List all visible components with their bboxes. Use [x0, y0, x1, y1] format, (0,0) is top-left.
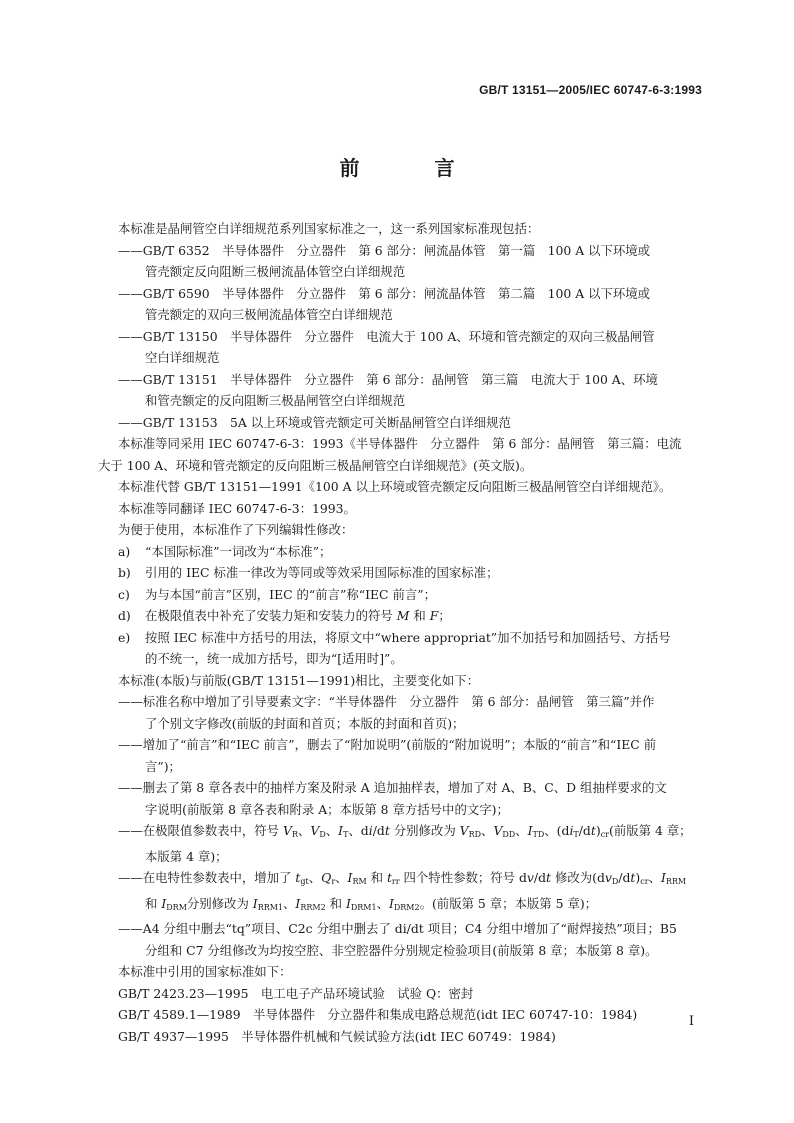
- list-item: ——在极限值参数表中，符号 $V_R$、$V_D$、$I_T$、di/dt 分别修改为 $V_{RD}$、$V_{DD}$、$I_{TD}$、$(di_T/dt)_{cr}$(前版第 4 章；: [118, 823, 692, 839]
- list-item-continuation: 空白详细规范: [145, 350, 220, 365]
- paragraph: 为便于使用，本标准作了下列编辑性修改：: [118, 522, 354, 537]
- paragraph: 本标准中引用的国家标准如下：: [118, 964, 292, 979]
- list-item: ——删去了第 8 章各表中的抽样方案及附录 A 追加抽样表，增加了对 A、B、C、D 组抽样要求的文: [118, 780, 667, 795]
- list-item: [118, 627, 704, 649]
- standard-number-header: GB/T 13151—2005/IEC 60747-6-3:1993: [479, 83, 702, 97]
- paragraph: 本标准代替 GB/T 13151—1991《100 A 以上环境或管壳额定反向阻断三极晶闸管空白详细规范》。: [118, 479, 672, 494]
- page-number: I: [688, 1014, 694, 1029]
- list-item-continuation: 和 $I_{DRM}$分别修改为 $I_{RRM1}$、$I_{RRM2}$ 和 $I_{DRM1}$、$I_{DRM2}$。(前版第 5 章；本版第 5 章)；: [145, 895, 598, 912]
- item-marker: b): [118, 565, 131, 580]
- item-marker: a): [118, 543, 131, 559]
- item-marker: c): [118, 586, 130, 602]
- list-item-continuation: 和管壳额定的反向阻断三极晶闸管空白详细规范: [145, 393, 406, 408]
- item-text: 引用的 IEC 标准一律改为等同或等效采用国际标准的国家标准；: [145, 565, 499, 580]
- list-item: ——GB/T 6352 半导体器件 分立器件 第 6 部分：闸流晶体管 第一篇 100 A 以下环境或: [118, 242, 651, 258]
- list-item-continuation: 字说明(前版第 8 章各表和附录 A；本版第 8 章方括号中的文字)；: [145, 801, 509, 817]
- list-item: [118, 562, 704, 584]
- list-item: ——增加了“前言”和“IEC 前言”，删去了“附加说明”(前版的“附加说明”；本版的“前言”和“IEC 前: [118, 737, 657, 752]
- list-item-continuation: 本版第 4 章)；: [145, 848, 228, 864]
- paragraph: 本标准等同采用 IEC 60747-6-3：1993《半导体器件 分立器件 第 6 部分：晶闸管 第三篇：电流: [118, 436, 682, 451]
- list-item: ——A4 分组中删去“tq”项目、C2c 分组中删去了 di/dt 项目；C4 分组中增加了“耐焊接热”项目；B5: [118, 921, 677, 936]
- list-item-continuation: 分组和 C7 分组修改为均按空腔、非空腔器件分别规定检验项目(前版第 8 章；本版第 8 章)。: [145, 942, 658, 958]
- reference-entry: GB/T 4589.1—1989 半导体器件 分立器件和集成电路总规范(idt IEC 60747-10：1984): [118, 1007, 638, 1022]
- list-item: ——GB/T 6590 半导体器件 分立器件 第 6 部分：闸流晶体管 第二篇 100 A 以下环境或: [118, 285, 651, 301]
- list-item: ——GB/T 13153 5A 以上环境或管壳额定可关断晶闸管空白详细规范: [118, 414, 511, 430]
- foreword-body: [98, 218, 704, 1047]
- reference-entry: GB/T 4937—1995 半导体器件机械和气候试验方法(idt IEC 60749：1984): [118, 1028, 556, 1044]
- list-item-continuation: 了个别文字修改(前版的封面和首页；本版的封面和首页)；: [145, 715, 465, 731]
- item-text: 按照 IEC 标准中方括号的用法，将原文中“where appropriat”加不加括号和加圆括号、方括号: [145, 629, 671, 645]
- list-item-continuation: 管壳额定反向阻断三极闸流晶体管空白详细规范: [145, 264, 406, 279]
- item-text: “本国际标准”一词改为“本标准”；: [145, 543, 332, 559]
- page-title: 前 言: [339, 156, 489, 180]
- item-text: 在极限值表中补充了安装力矩和安装力的符号: [145, 608, 397, 623]
- list-item-continuation: 言”)；: [145, 758, 181, 774]
- paragraph: 本标准等同翻译 IEC 60747-6-3：1993。: [118, 500, 356, 516]
- item-marker: d): [118, 608, 131, 623]
- list-item: [118, 584, 704, 606]
- item-text: 为与本国“前言”区别，IEC 的“前言”称“IEC 前言”；: [145, 586, 436, 602]
- list-item: [118, 541, 704, 563]
- list-item: ——GB/T 13151 半导体器件 分立器件 第 6 部分：晶闸管 第三篇 电流大于 100 A、环境: [118, 371, 658, 387]
- list-item: ——GB/T 13150 半导体器件 分立器件 电流大于 100 A、环境和管壳额定的双向三极晶闸管: [118, 328, 655, 344]
- list-item-continuation: 的不统一，统一成加方括号，即为“[适用时]”。: [145, 651, 403, 666]
- list-item: ——在电特性参数表中，增加了 $t_{gt}$、$Q_r$、$I_{RM}$ 和 $t_{rr}$ 四个特性参数；符号 dv/dt 修改为$(dv_D/dt)_{cr}$、$I_{RRM}$: [118, 870, 687, 886]
- list-item: d) 在极限值表中补充了安装力矩和安装力的符号 M 和 F；: [118, 605, 704, 627]
- list-item: ——标准名称中增加了引导要素文字：“半导体器件 分立器件 第 6 部分：晶闸管 第三篇”并作: [118, 694, 655, 709]
- reference-entry: GB/T 2423.23—1995 电工电子产品环境试验 试验 Q：密封: [118, 985, 474, 1001]
- paragraph: 本标准是晶闸管空白详细规范系列国家标准之一，这一系列国家标准现包括：: [118, 221, 540, 236]
- list-item-continuation: 管壳额定的双向三极闸流晶体管空白详细规范: [145, 307, 393, 322]
- item-marker: e): [118, 629, 131, 645]
- paragraph-continuation: 大于 100 A、环境和管壳额定的反向阻断三极晶闸管空白详细规范》(英文版)。: [98, 457, 533, 473]
- paragraph: 本标准(本版)与前版(GB/T 13151—1991)相比，主要变化如下：: [118, 672, 480, 688]
